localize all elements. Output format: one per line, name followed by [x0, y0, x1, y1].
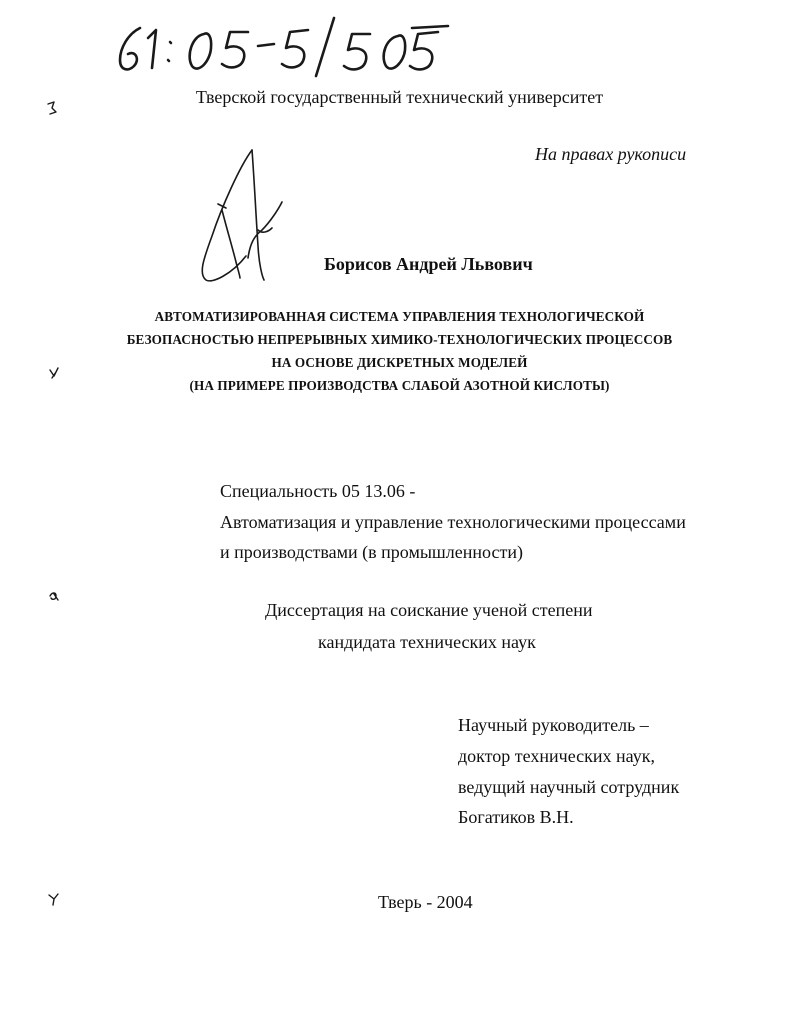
supervisor-line: ведущий научный сотрудник — [458, 777, 680, 797]
specialty-line: и производствами (в промышленности) — [220, 542, 523, 562]
author-name: Борисов Андрей Львович — [324, 254, 533, 274]
author-signature — [192, 146, 292, 286]
handwritten-archive-code — [112, 12, 452, 82]
supervisor-line: Научный руководитель – — [458, 715, 649, 735]
supervisor-line: доктор технических наук, — [458, 746, 655, 766]
supervisor-line: Богатиков В.Н. — [458, 807, 574, 827]
dissertation-title-line: НА ОСНОВЕ ДИСКРЕТНЫХ МОДЕЛЕЙ — [271, 355, 528, 370]
margin-mark — [48, 590, 60, 604]
dissertation-title-line: БЕЗОПАСНОСТЬЮ НЕПРЕРЫВНЫХ ХИМИКО-ТЕХНОЛОГИЧЕСКИХ ПРОЦЕССОВ — [126, 332, 673, 347]
degree-line: кандидата технических наук — [318, 632, 536, 652]
city-year: Тверь - 2004 — [378, 892, 473, 912]
university-name: Тверской государственный технический университет — [195, 87, 604, 107]
dissertation-title-line: (НА ПРИМЕРЕ ПРОИЗВОДСТВА СЛАБОЙ АЗОТНОЙ КИСЛОТЫ) — [189, 378, 610, 393]
specialty-line: Специальность 05 13.06 - — [220, 481, 416, 501]
manuscript-rights: На правах рукописи — [535, 144, 687, 164]
dissertation-title-line: АВТОМАТИЗИРОВАННАЯ СИСТЕМА УПРАВЛЕНИЯ ТЕХНОЛОГИЧЕСКОЙ — [154, 309, 645, 324]
specialty-line: Автоматизация и управление технологическими процессами — [220, 512, 686, 532]
degree-line: Диссертация на соискание ученой степени — [265, 600, 593, 620]
margin-mark — [47, 891, 61, 907]
